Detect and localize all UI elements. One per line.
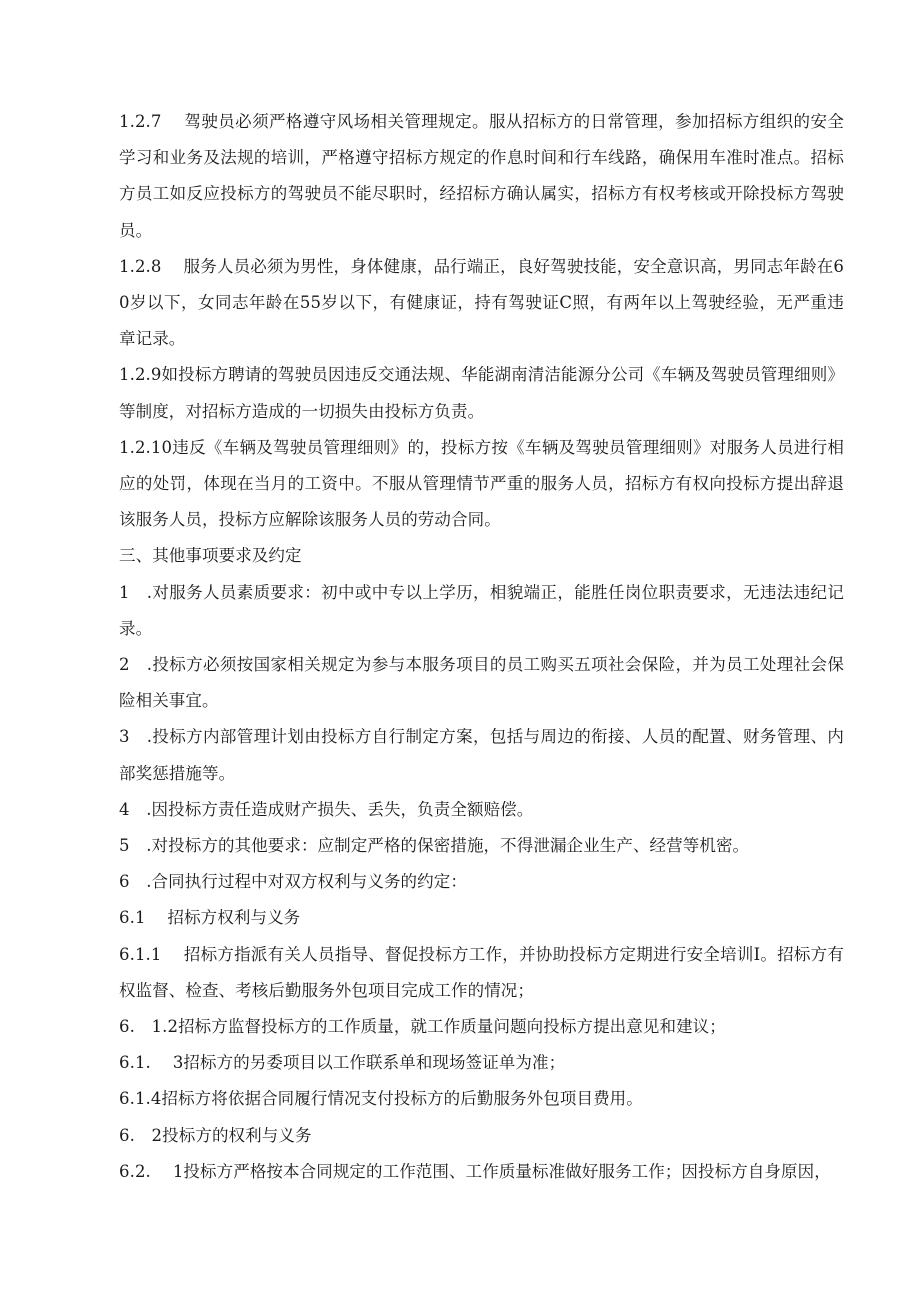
clause-1-2-7: 1.2.7 驾驶员必须严格遵守风场相关管理规定。服从招标方的日常管理，参加招标方组织的安全学习和业务及法规的培训，严格遵守招标方规定的作息时间和行车线路，确保用车准时准点。招标方员工如反应投标方的驾驶员不能尽职时，经招标方确认属实，招标方有权考核或开除投标方驾驶员。 [119, 112, 844, 240]
clause-6-1: 6.1 招标方权利与义务 [119, 908, 301, 928]
item-3: 3 .投标方内部管理计划由投标方自行制定方案，包括与周边的衔接、人员的配置、财务管理、内部奖惩措施等。 [119, 727, 844, 783]
clause-6-1-1: 6.1.1 招标方指派有关人员指导、督促投标方工作，并协助投标方定期进行安全培训I。招标方有权监督、检查、考核后勤服务外包项目完成工作的情况； [119, 944, 844, 1000]
item-6: 6 .合同执行过程中对双方权利与义务的约定： [119, 872, 467, 892]
item-2: 2 .投标方必须按国家相关规定为参与本服务项目的员工购买五项社会保险，并为员工处理社会保险相关事宜。 [119, 655, 844, 711]
clause-6-2: 6. 2投标方的权利与义务 [119, 1125, 312, 1145]
clause-6-1-4: 6.1.4招标方将依据合同履行情况支付投标方的后勤服务外包项目费用。 [119, 1089, 643, 1109]
item-1: 1 .对服务人员素质要求：初中或中专以上学历，相貌端正，能胜任岗位职责要求，无违法违纪记录。 [119, 582, 844, 638]
item-4: 4 .因投标方责任造成财产损失、丢失，负责全额赔偿。 [119, 799, 534, 819]
clause-6-1-3: 6.1. 3招标方的另委项目以工作联系单和现场签证单为准； [119, 1053, 566, 1073]
item-5: 5 .对投标方的其他要求：应制定严格的保密措施，不得泄漏企业生产、经营等机密。 [119, 836, 750, 856]
section-heading-other-requirements: 三、其他事项要求及约定 [119, 546, 302, 566]
document-body [119, 104, 844, 1190]
clause-6-1-2: 6. 1.2招标方监督投标方的工作质量，就工作质量问题向投标方提出意见和建议； [119, 1017, 726, 1037]
clause-1-2-10: 1.2.10违反《车辆及驾驶员管理细则》的，投标方按《车辆及驾驶员管理细则》对服务人员进行相应的处罚，体现在当月的工资中。不服从管理情节严重的服务人员，招标方有权向投标方提出辞退该服务人员，投标方应解除该服务人员的劳动合同。 [119, 437, 844, 530]
clause-6-2-1: 6.2. 1投标方严格按本合同规定的工作范围、工作质量标准做好服务工作；因投标方自身原因， [119, 1161, 831, 1181]
clause-1-2-8: 1.2.8 服务人员必须为男性，身体健康，品行端正，良好驾驶技能，安全意识高，男同志年龄在60岁以下，女同志年龄在55岁以下，有健康证，持有驾驶证C照，有两年以上驾驶经验，无严重违章记录。 [119, 256, 844, 349]
clause-1-2-9: 1.2.9如投标方聘请的驾驶员因违反交通法规、华能湖南清洁能源分公司《车辆及驾驶员管理细则》等制度，对招标方造成的一切损失由投标方负责。 [119, 365, 844, 421]
